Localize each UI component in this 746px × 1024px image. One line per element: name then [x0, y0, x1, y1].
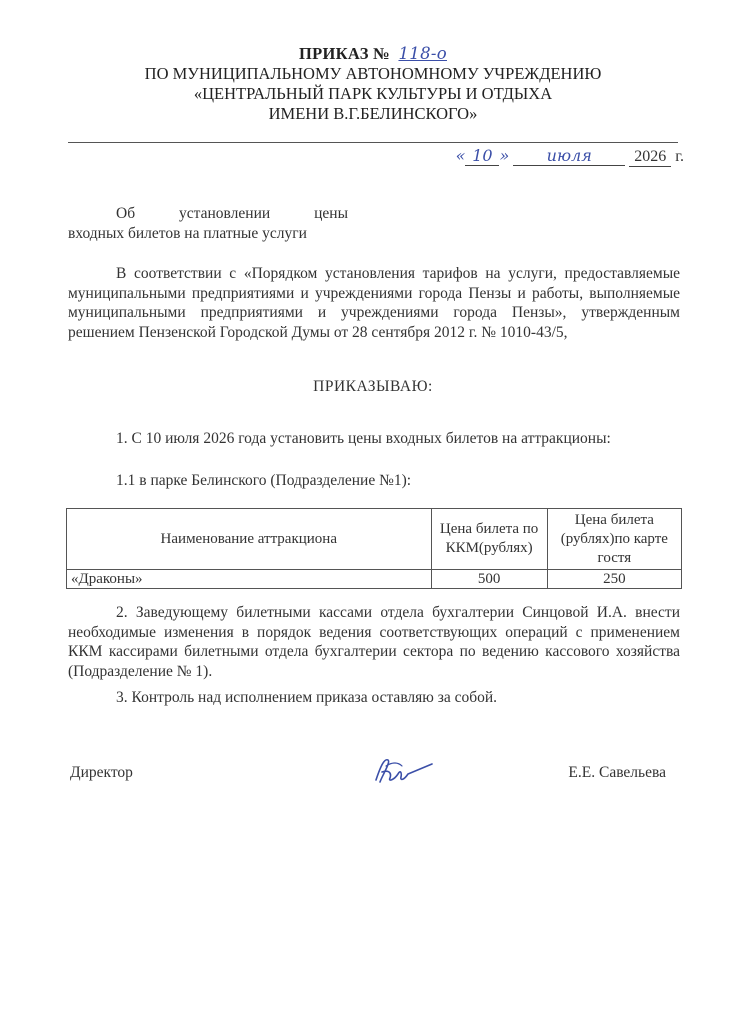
table-row: [67, 570, 682, 589]
price-table-header: [67, 509, 682, 570]
date-year-suffix: г.: [675, 148, 684, 165]
date-day: 10: [465, 146, 499, 166]
subject-line-1: [68, 204, 348, 224]
handwritten-signature: [368, 750, 438, 790]
header-divider: [68, 142, 678, 143]
price-table: [66, 508, 682, 589]
organization-line-3: ИМЕНИ В.Г.БЕЛИНСКОГО»: [268, 104, 478, 123]
basis-paragraph: В соответствии с «Порядком установления тарифов на услуги, предоставляемые муниципальными предприятиями и учреждениями города Пензы и работы, выполняемые муниципальными предприятиями и учреждениями города Пензы», утвержденным решением Пензенской Городской Думы от 28 сентября 2012 г. № 1010-43/5,: [68, 265, 680, 341]
document-header: [0, 44, 746, 124]
item-1-1: 1.1 в парке Белинского (Подразделение №1):: [116, 472, 412, 489]
subject-line-2: входных билетов на платные услуги: [68, 225, 307, 242]
order-title: [0, 44, 746, 64]
order-subject: [68, 204, 348, 244]
card-price: 250: [547, 570, 681, 589]
date-close-quote: »: [499, 146, 510, 165]
column-header-name: Наименование аттракциона: [67, 509, 432, 570]
date-open-quote: «: [455, 146, 466, 165]
director-title: Директор: [70, 764, 133, 781]
date-month: июля: [513, 146, 625, 166]
item-3: 3. Контроль над исполнением приказа оставляю за собой.: [116, 689, 498, 706]
subject-word-2: установлении: [179, 205, 271, 222]
organization-line-1: ПО МУНИЦИПАЛЬНОМУ АВТОНОМНОМУ УЧРЕЖДЕНИЮ: [144, 64, 602, 83]
column-header-card-price: Цена билета (рублях)по карте гостя: [547, 509, 681, 570]
organization-line-2: «ЦЕНТРАЛЬНЫЙ ПАРК КУЛЬТУРЫ И ОТДЫХА: [193, 84, 553, 103]
order-word: ПРИКАЗЫВАЮ:: [313, 378, 433, 395]
director-name: Е.Е. Савельева: [568, 764, 666, 781]
kkm-price: 500: [431, 570, 547, 589]
subject-word-3: цены: [314, 205, 348, 222]
column-header-kkm-price: Цена билета по ККМ(рублях): [431, 509, 547, 570]
subject-word-1: Об: [116, 205, 136, 222]
item-2: 2. Заведующему билетными кассами отдела бухгалтерии Синцовой И.А. внести необходимые изменения в порядок ведения соответствующих операций с применением ККМ кассирами билетными отдела бухгалтерии сектора по ведению кассового хозяйства (Подразделение № 1).: [68, 604, 680, 680]
attraction-name: «Драконы»: [67, 570, 432, 589]
date-year: 2026: [629, 148, 671, 167]
order-date: [456, 146, 684, 167]
order-title-text: ПРИКАЗ №: [299, 44, 391, 63]
item-1: 1. С 10 июля 2026 года установить цены входных билетов на аттракционы:: [116, 430, 611, 447]
order-number: 118-о: [398, 44, 447, 63]
